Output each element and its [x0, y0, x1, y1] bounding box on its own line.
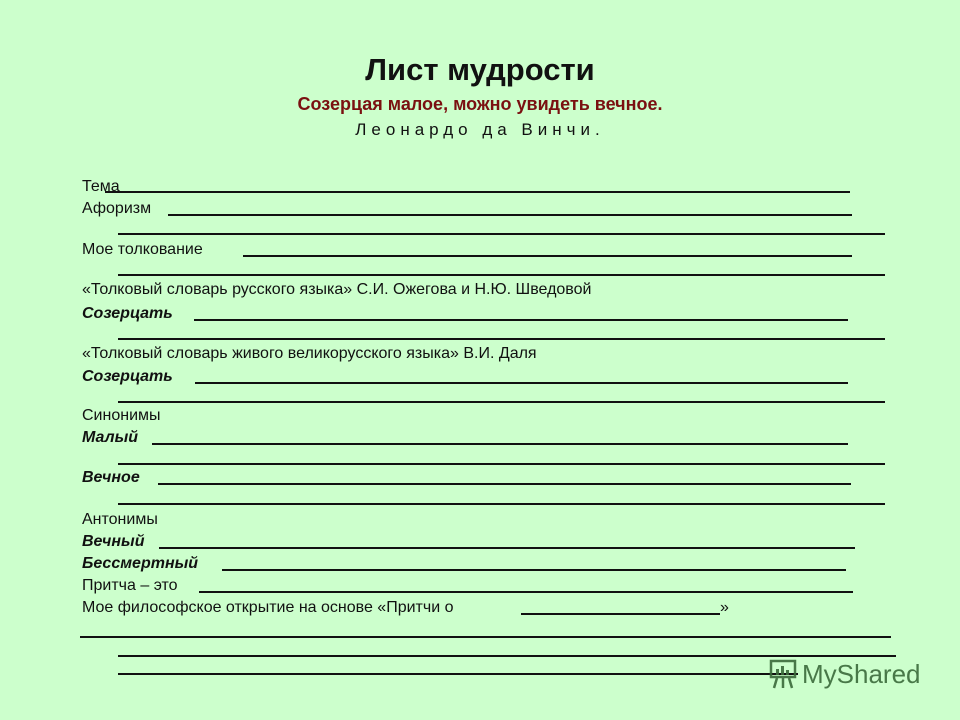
label-syn-small: Малый	[82, 429, 139, 446]
ozhegov-source: «Толковый словарь русского языка» С.И. Ожегова и Н.Ю. Шведовой	[82, 281, 592, 298]
epigraph: Созерцая малое, можно увидеть вечное.	[297, 94, 663, 114]
label-ozhegov-word: Созерцать	[82, 305, 173, 322]
field-syn-small[interactable]	[152, 443, 848, 445]
label-syn-eternal: Вечное	[82, 469, 140, 486]
label-interpretation: Мое толкование	[82, 241, 203, 258]
field-aphorism[interactable]	[168, 214, 852, 216]
field-parable-name[interactable]	[521, 613, 720, 615]
field-ant-immortal[interactable]	[222, 569, 846, 571]
field-tema[interactable]	[105, 191, 850, 193]
field-dal[interactable]	[195, 382, 848, 384]
label-ant-immortal: Бессмертный	[82, 555, 199, 572]
field-syn-eternal[interactable]	[158, 483, 851, 485]
field-parable[interactable]	[199, 591, 853, 593]
label-discovery: Мое философское открытие на основе «Притчи о	[82, 599, 454, 616]
field-ozhegov[interactable]	[194, 319, 848, 321]
label-synonyms: Синонимы	[82, 407, 161, 424]
field-ant-eternal[interactable]	[159, 547, 855, 549]
field-dal-cont[interactable]	[118, 401, 885, 403]
field-interpretation[interactable]	[243, 255, 852, 257]
watermark-text: MyShared	[802, 658, 921, 689]
label-tema: Тема	[82, 178, 120, 195]
field-aphorism-cont[interactable]	[118, 233, 885, 235]
field-discovery-2[interactable]	[118, 655, 896, 657]
watermark	[768, 658, 921, 690]
field-interpretation-cont[interactable]	[118, 274, 885, 276]
label-aphorism: Афоризм	[82, 200, 152, 217]
label-discovery-end: »	[720, 599, 729, 616]
label-parable: Притча – это	[82, 577, 178, 594]
epigraph-author: Леонардо да Винчи.	[355, 120, 605, 139]
label-ant-eternal: Вечный	[82, 533, 145, 550]
field-ozhegov-cont[interactable]	[118, 338, 885, 340]
field-syn-eternal-cont[interactable]	[118, 503, 885, 505]
page-title: Лист мудрости	[365, 52, 595, 87]
dal-source: «Толковый словарь живого великорусского языка» В.И. Даля	[82, 345, 537, 362]
presentation-board-icon	[768, 658, 798, 690]
field-discovery-3[interactable]	[118, 673, 798, 675]
label-antonyms: Антонимы	[82, 511, 158, 528]
field-discovery-1[interactable]	[80, 636, 891, 638]
field-syn-small-cont[interactable]	[118, 463, 885, 465]
label-dal-word: Созерцать	[82, 368, 173, 385]
